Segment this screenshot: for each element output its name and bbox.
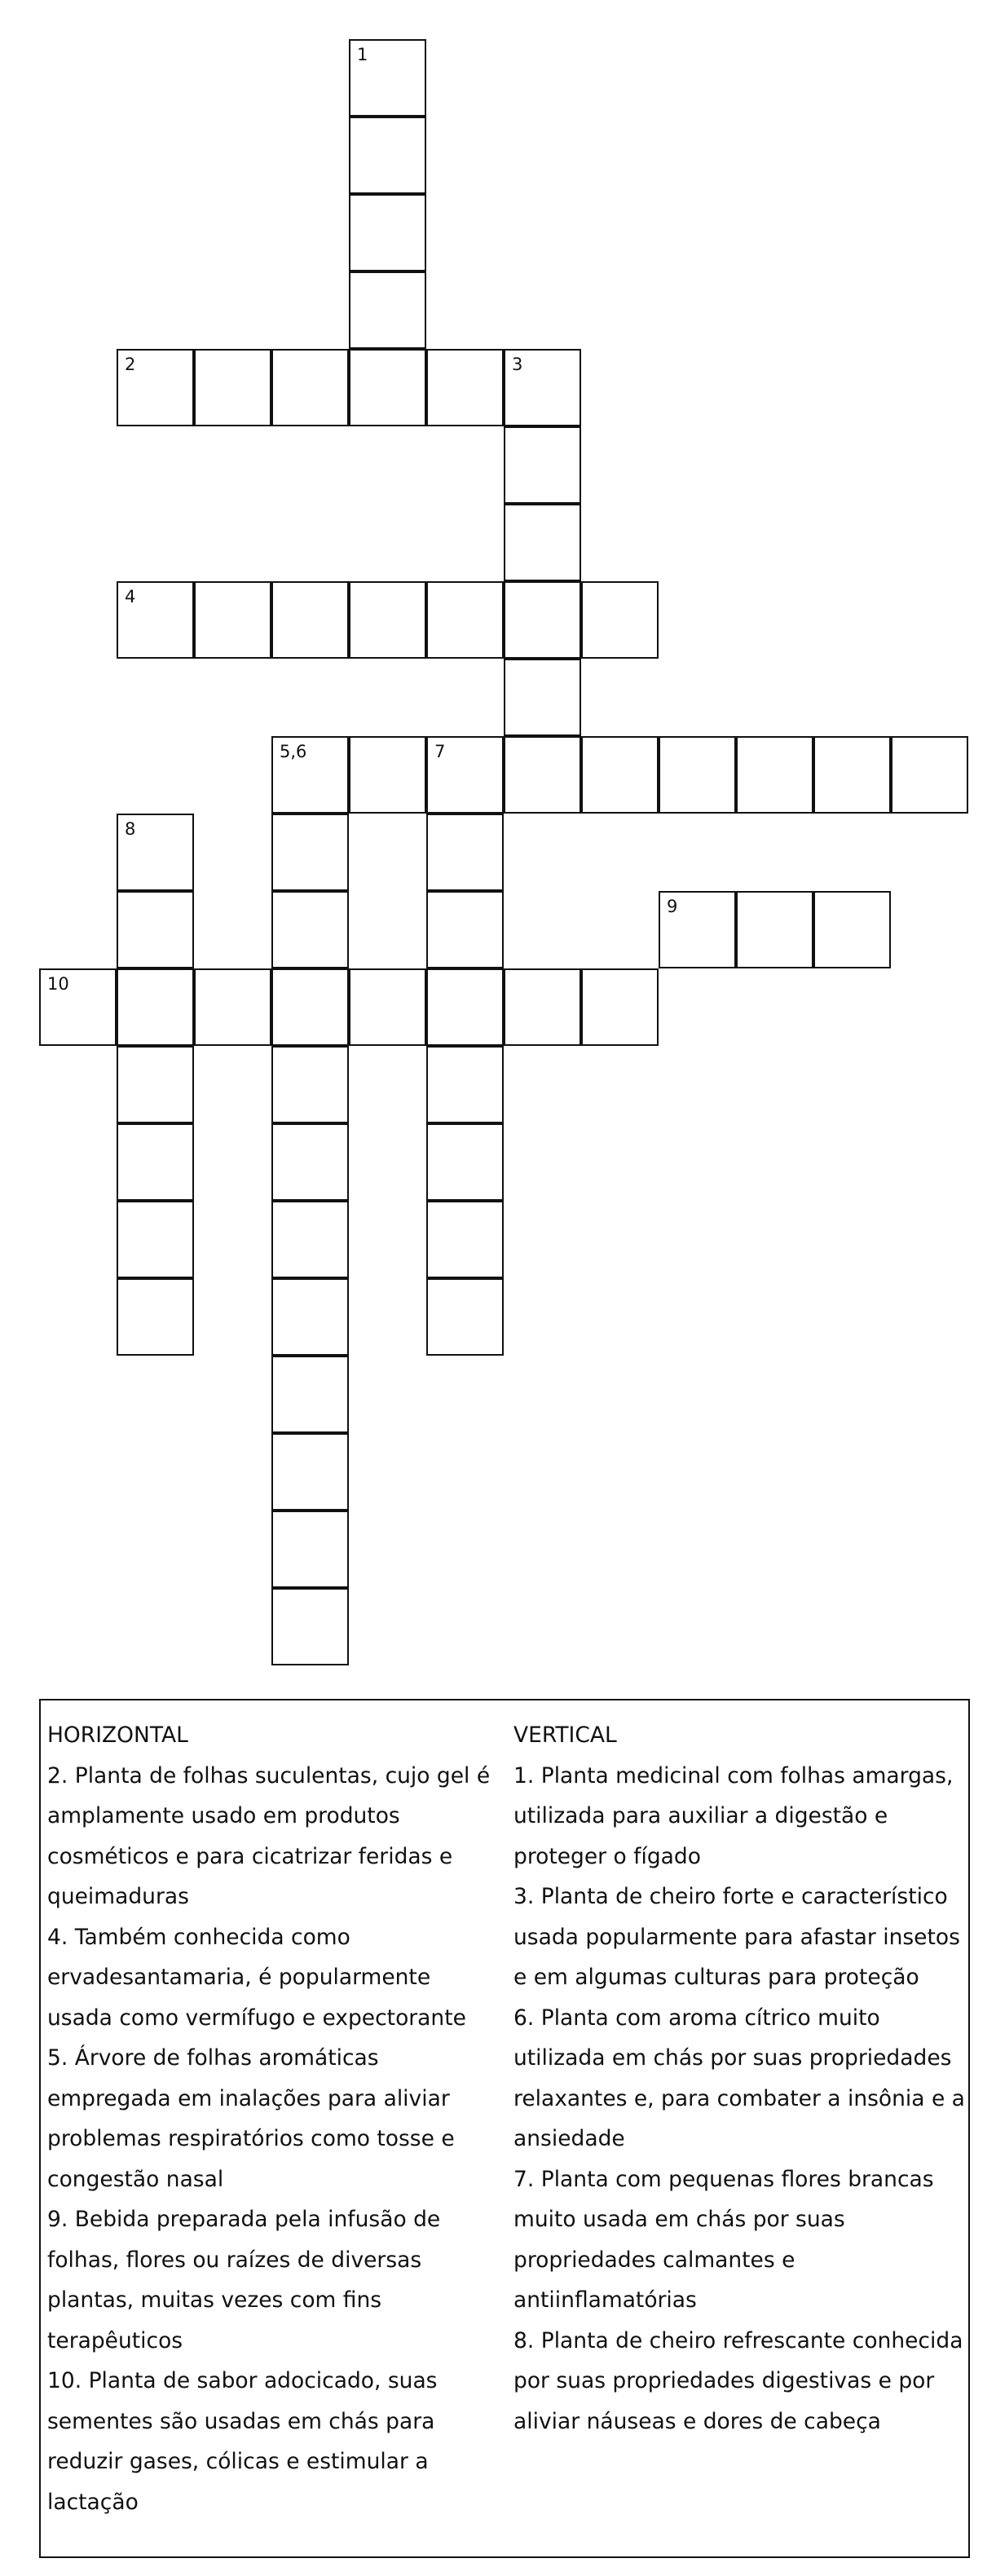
grid-cell[interactable] xyxy=(117,1046,194,1123)
horizontal-heading: HORIZONTAL xyxy=(47,1722,188,1748)
grid-cell[interactable] xyxy=(504,736,581,814)
grid-cell[interactable] xyxy=(426,736,504,814)
clue-number: 4 xyxy=(125,587,136,607)
clue-horizontal-10: 10. Planta de sabor adocicado, suas sementes são usadas em chás para reduzir gases, cólicas e estimular a lactação xyxy=(47,2368,438,2515)
grid-cell[interactable] xyxy=(349,271,426,349)
grid-cell[interactable] xyxy=(271,1433,349,1511)
grid-cell[interactable] xyxy=(39,968,117,1046)
grid-cell[interactable] xyxy=(117,814,194,891)
grid-cell[interactable] xyxy=(349,581,426,659)
grid-cell[interactable] xyxy=(581,581,659,659)
grid-cell[interactable] xyxy=(426,891,504,968)
clue-vertical-1: 1. Planta medicinal com folhas amargas, utilizada para auxiliar a digestão e proteger o fígado xyxy=(513,1762,954,1869)
grid-cell[interactable] xyxy=(504,968,581,1046)
grid-cell[interactable] xyxy=(271,1356,349,1433)
grid-cell[interactable] xyxy=(426,349,504,426)
clue-number: 7 xyxy=(434,742,446,761)
grid-cell[interactable] xyxy=(271,1201,349,1278)
grid-cell[interactable] xyxy=(117,1278,194,1356)
clue-number: 10 xyxy=(47,974,69,994)
grid-cell[interactable] xyxy=(117,1201,194,1278)
grid-cell[interactable] xyxy=(426,1278,504,1356)
clue-vertical-3: 3. Planta de cheiro forte e característico usada popularmente para afastar insetos e em algumas culturas para proteção xyxy=(513,1884,960,1990)
grid-cell[interactable] xyxy=(271,1511,349,1588)
grid-cell[interactable] xyxy=(349,968,426,1046)
clue-horizontal-5: 5. Árvore de folhas aromáticas empregada em inalações para aliviar problemas respiratórios como tosse e congestão nasal xyxy=(47,2045,455,2192)
grid-cell[interactable] xyxy=(117,1123,194,1201)
clue-vertical-6: 6. Planta com aroma cítrico muito utilizada em chás por suas propriedades relaxantes e, para combater a insônia e a ansiedade xyxy=(513,2005,965,2151)
clue-number: 5,6 xyxy=(280,742,307,761)
grid-cell[interactable] xyxy=(426,968,504,1046)
clue-number: 9 xyxy=(667,897,678,916)
grid-cell[interactable] xyxy=(194,968,271,1046)
grid-cell[interactable] xyxy=(271,814,349,891)
grid-cell[interactable] xyxy=(349,194,426,271)
vertical-heading: VERTICAL xyxy=(513,1722,617,1748)
grid-cell[interactable] xyxy=(504,581,581,659)
grid-cell[interactable] xyxy=(426,581,504,659)
grid-cell[interactable] xyxy=(813,891,891,968)
clue-number: 3 xyxy=(512,355,523,374)
grid-cell[interactable] xyxy=(349,117,426,194)
grid-cell[interactable] xyxy=(117,349,194,426)
grid-cell[interactable] xyxy=(194,581,271,659)
grid-cell[interactable] xyxy=(891,736,968,814)
grid-cell[interactable] xyxy=(117,581,194,659)
grid-cell[interactable] xyxy=(426,1123,504,1201)
grid-cell[interactable] xyxy=(194,349,271,426)
grid-cell[interactable] xyxy=(659,736,736,814)
grid-cell[interactable] xyxy=(736,736,813,814)
horizontal-clues xyxy=(47,1715,500,2522)
clue-number: 8 xyxy=(125,819,136,839)
clue-horizontal-4: 4. Também conhecida como ervadesantamaria, é popularmente usada como vermífugo e expectorante xyxy=(47,1924,466,2031)
grid-cell[interactable] xyxy=(736,891,813,968)
grid-cell[interactable] xyxy=(426,1046,504,1123)
grid-cell[interactable] xyxy=(813,736,891,814)
grid-cell[interactable] xyxy=(581,968,659,1046)
grid-cell[interactable] xyxy=(271,736,349,814)
vertical-clues xyxy=(513,1715,966,2441)
grid-cell[interactable] xyxy=(117,891,194,968)
clue-number: 1 xyxy=(357,45,368,64)
grid-cell[interactable] xyxy=(504,659,581,736)
grid-cell[interactable] xyxy=(271,349,349,426)
grid-cell[interactable] xyxy=(504,349,581,426)
grid-cell[interactable] xyxy=(271,1123,349,1201)
clue-vertical-7: 7. Planta com pequenas flores brancas muito usada em chás por suas propriedades calmantes e antiinflamatórias xyxy=(513,2166,934,2313)
grid-cell[interactable] xyxy=(349,736,426,814)
clue-horizontal-2: 2. Planta de folhas suculentas, cujo gel é amplamente usado em produtos cosméticos e para cicatrizar feridas e queimaduras xyxy=(47,1762,491,1909)
grid-cell[interactable] xyxy=(426,814,504,891)
grid-cell[interactable] xyxy=(271,1588,349,1665)
clues-box xyxy=(39,1699,970,2558)
grid-cell[interactable] xyxy=(349,39,426,117)
clue-vertical-8: 8. Planta de cheiro refrescante conhecida por suas propriedades digestivas e por aliviar náuseas e dores de cabeça xyxy=(513,2327,963,2434)
grid-cell[interactable] xyxy=(117,968,194,1046)
grid-cell[interactable] xyxy=(271,891,349,968)
grid-cell[interactable] xyxy=(271,968,349,1046)
clue-horizontal-9: 9. Bebida preparada pela infusão de folhas, flores ou raízes de diversas plantas, muitas vezes com fins terapêuticos xyxy=(47,2207,441,2353)
clue-number: 2 xyxy=(125,355,136,374)
grid-cell[interactable] xyxy=(271,581,349,659)
grid-cell[interactable] xyxy=(271,1046,349,1123)
grid-cell[interactable] xyxy=(271,1278,349,1356)
grid-cell[interactable] xyxy=(659,891,736,968)
grid-cell[interactable] xyxy=(504,426,581,504)
grid-cell[interactable] xyxy=(504,504,581,581)
grid-cell[interactable] xyxy=(426,1201,504,1278)
grid-cell[interactable] xyxy=(581,736,659,814)
grid-cell[interactable] xyxy=(349,349,426,426)
